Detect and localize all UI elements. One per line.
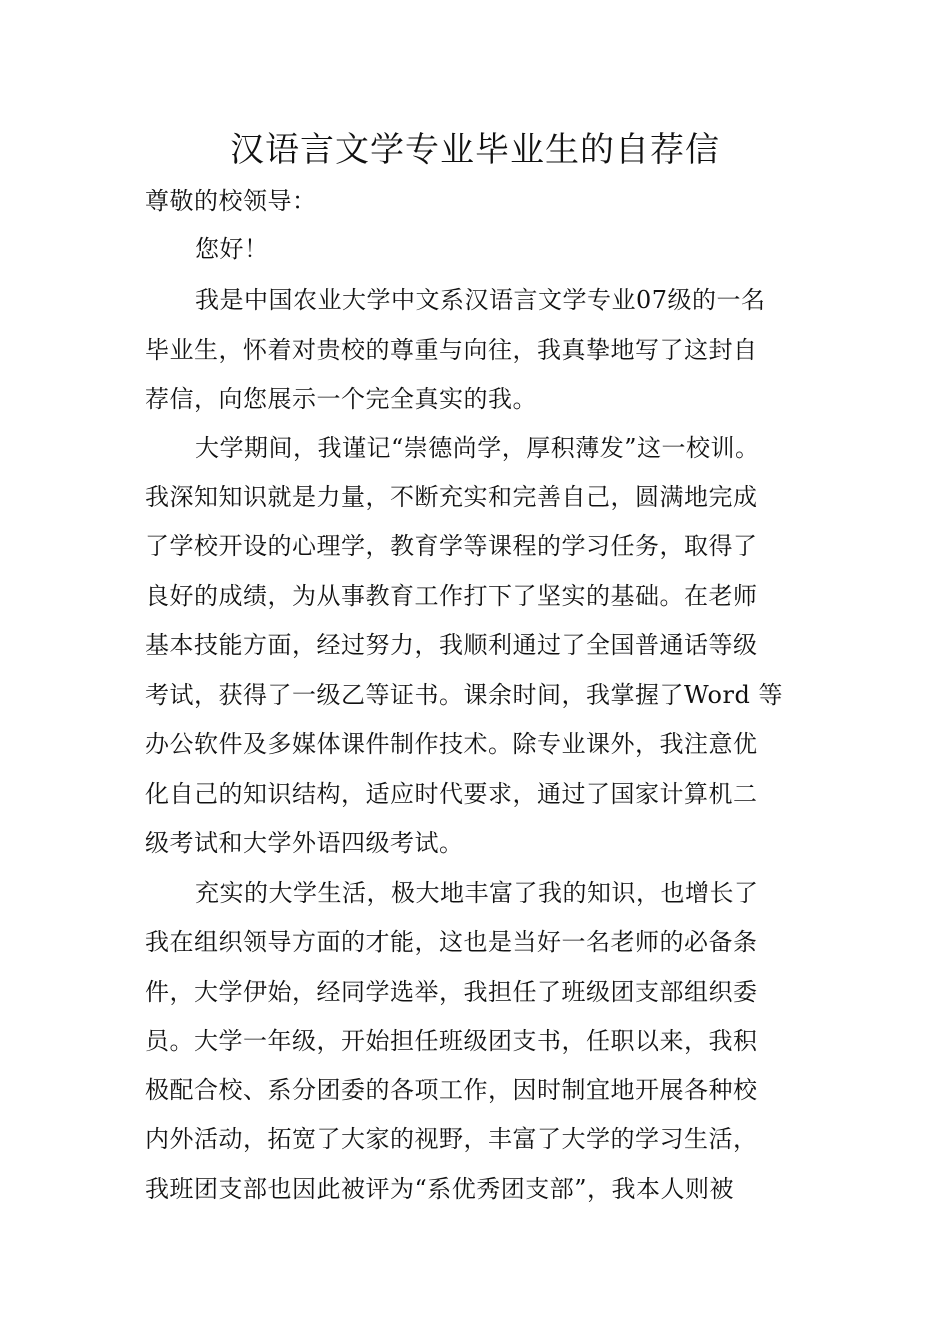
paragraph-line: 员。大学一年级，开始担任班级团支书，任职以来，我积 [145, 1027, 758, 1055]
paragraph-line: 良好的成绩，为从事教育工作打下了坚实的基础。在老师 [145, 582, 758, 610]
paragraph-line: 办公软件及多媒体课件制作技术。除专业课外，我注意优 [145, 730, 758, 758]
greeting-line: 您好！ [195, 235, 269, 263]
paragraph-line: 件，大学伊始，经同学选举，我担任了班级团支部组织委 [145, 978, 758, 1006]
paragraph-line: 大学期间，我谨记“崇德尚学，厚积薄发”这一校训。 [195, 434, 760, 462]
paragraph-line: 我是中国农业大学中文系汉语言文学专业07级的一名 [195, 286, 766, 314]
paragraph-line: 荐信，向您展示一个完全真实的我。 [145, 385, 537, 413]
paragraph-line: 级考试和大学外语四级考试。 [145, 829, 464, 857]
paragraph-line: 毕业生，怀着对贵校的尊重与向往，我真挚地写了这封自 [145, 336, 758, 364]
paragraph-line: 基本技能方面，经过努力，我顺利通过了全国普通话等级 [145, 631, 758, 659]
salutation-line: 尊敬的校领导： [145, 187, 317, 215]
paragraph-line: 极配合校、系分团委的各项工作，因时制宜地开展各种校 [145, 1076, 758, 1104]
paragraph-line: 考试，获得了一级乙等证书。课余时间，我掌握了Word 等 [145, 681, 783, 709]
paragraph-line: 充实的大学生活，极大地丰富了我的知识，也增长了 [195, 879, 759, 907]
paragraph-line: 我班团支部也因此被评为“系优秀团支部”，我本人则被 [145, 1175, 735, 1203]
paragraph-line: 我在组织领导方面的才能，这也是当好一名老师的必备条 [145, 928, 758, 956]
paragraph-line: 内外活动，拓宽了大家的视野，丰富了大学的学习生活， [145, 1125, 758, 1153]
paragraph-line: 我深知知识就是力量，不断充实和完善自己，圆满地完成 [145, 483, 758, 511]
paragraph-line: 化自己的知识结构，适应时代要求，通过了国家计算机二 [145, 780, 758, 808]
document-title: 汉语言文学专业毕业生的自荐信 [230, 130, 720, 170]
paragraph-line: 了学校开设的心理学，教育学等课程的学习任务，取得了 [145, 532, 758, 560]
